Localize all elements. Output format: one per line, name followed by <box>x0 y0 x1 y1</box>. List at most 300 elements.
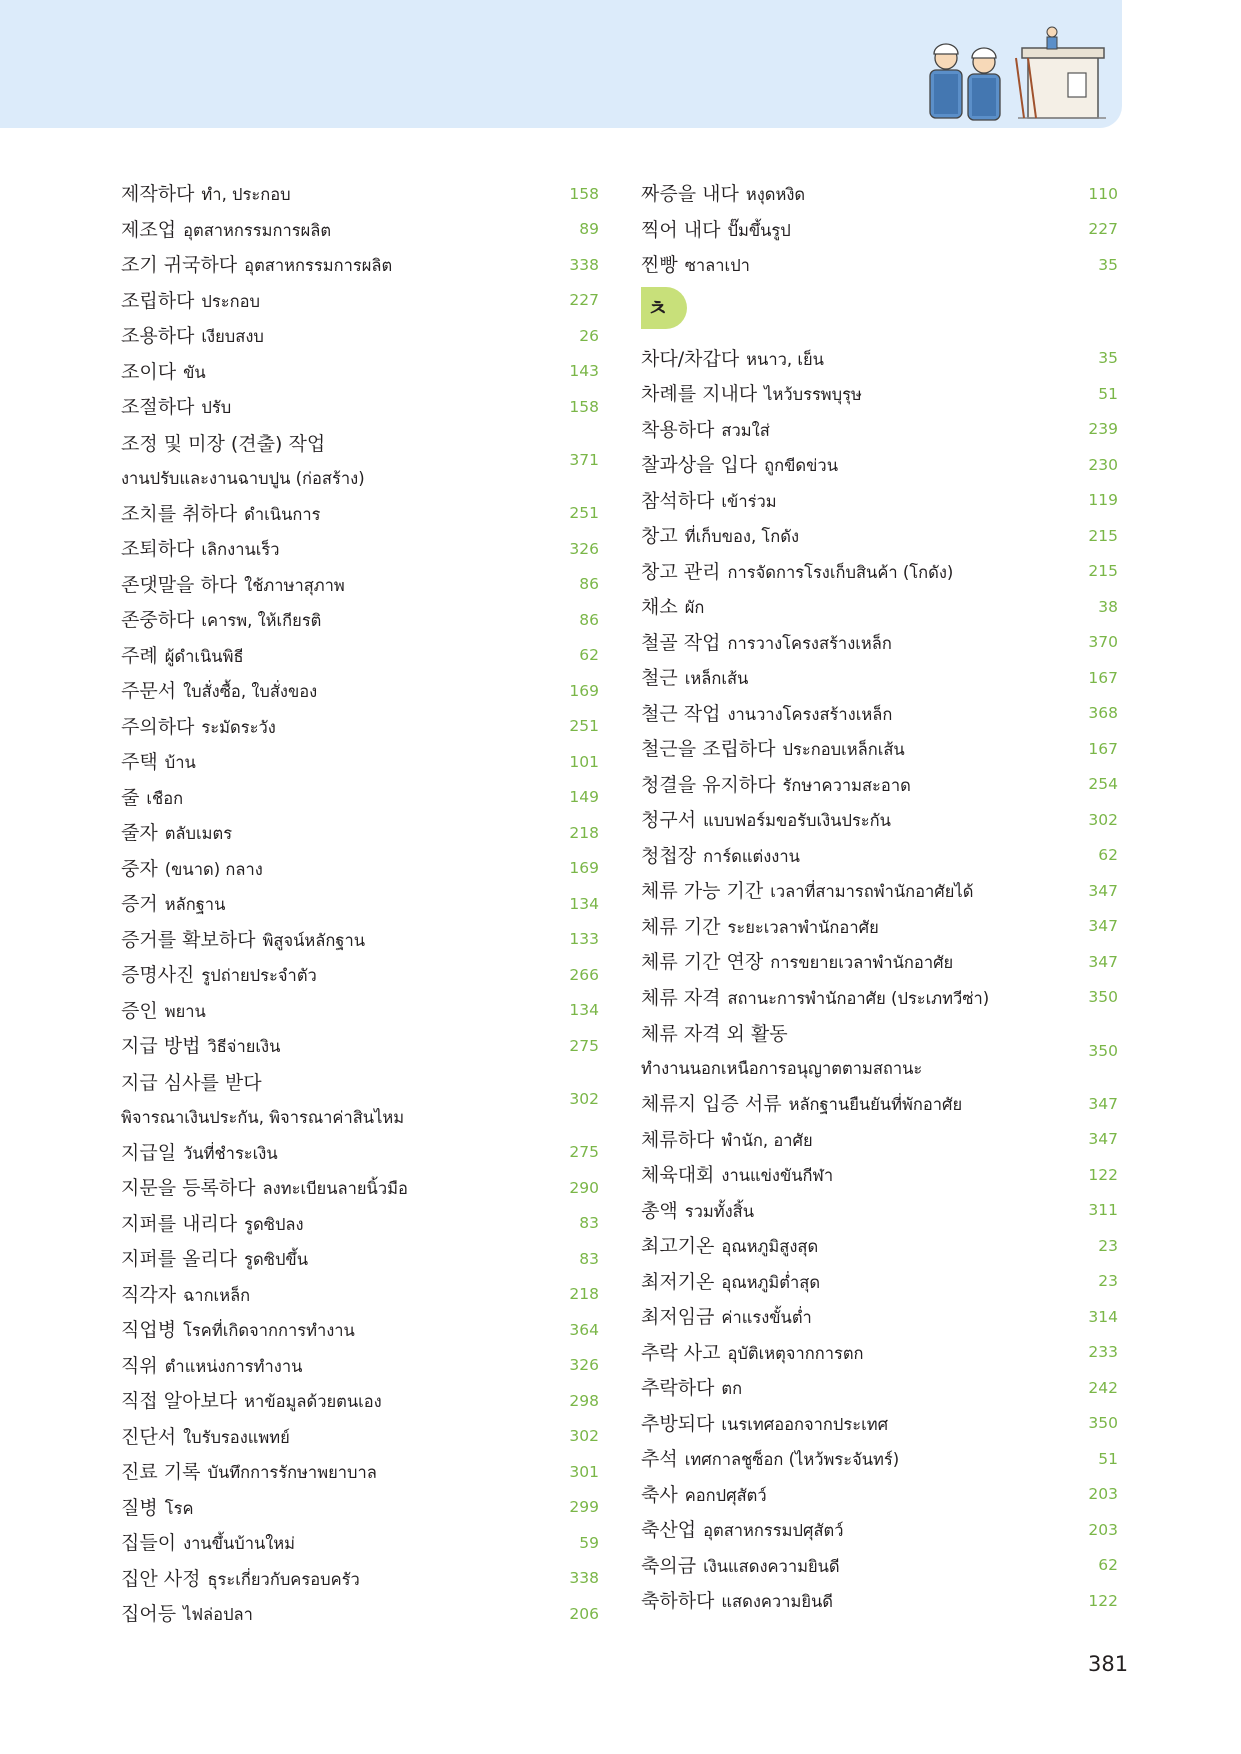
entry-term <box>121 1351 302 1380</box>
korean-term: 증인 <box>121 999 158 1022</box>
korean-term: 직각자 <box>121 1283 177 1306</box>
korean-term: 차다/차갑다 <box>641 347 740 370</box>
korean-term: 지퍼를 올리다 <box>121 1248 238 1271</box>
entry-term <box>641 1015 922 1086</box>
index-entry <box>641 483 1118 519</box>
thai-translation: เงินแสดงความยินดี <box>703 1556 840 1576</box>
entry-page-number: 167 <box>1088 739 1118 758</box>
thai-translation: พิสูจน์หลักฐาน <box>262 930 366 950</box>
entry-page-number: 203 <box>1088 1520 1118 1539</box>
index-entry <box>641 176 1118 212</box>
index-entry <box>121 638 599 674</box>
entry-page-number: 368 <box>1088 704 1118 723</box>
thai-translation: รูดซิปขึ้น <box>244 1250 308 1270</box>
thai-translation: การวางโครงสร้างเหล็ก <box>727 633 892 653</box>
entry-term <box>121 392 231 421</box>
index-entry <box>121 815 599 851</box>
index-entry <box>641 1406 1118 1442</box>
korean-term: 주례 <box>121 644 158 667</box>
thai-translation: อุณหภูมิสูงสุด <box>721 1237 819 1257</box>
index-entry <box>641 802 1118 838</box>
entry-page-number: 26 <box>579 326 599 345</box>
entry-page-number: 350 <box>1088 988 1118 1007</box>
korean-term: 증거 <box>121 893 158 916</box>
entry-page-number: 51 <box>1098 384 1118 403</box>
index-entry <box>121 212 599 248</box>
index-entry <box>641 589 1118 625</box>
index-entry <box>121 1490 599 1526</box>
entry-term <box>641 983 989 1012</box>
entry-term <box>121 1173 408 1202</box>
index-entry <box>641 247 1118 283</box>
index-entry <box>121 1064 599 1135</box>
korean-term: 조정 및 미장 (견출) 작업 <box>121 432 326 455</box>
entry-page-number: 158 <box>569 397 599 416</box>
korean-term: 주택 <box>121 751 158 774</box>
index-entry <box>641 518 1118 554</box>
korean-term: 철근 작업 <box>641 702 721 725</box>
korean-term: 지급 방법 <box>121 1035 201 1058</box>
thai-translation: สวมใส่ <box>721 420 770 440</box>
korean-term: 축의금 <box>641 1554 697 1577</box>
entry-page-number: 302 <box>569 1427 599 1446</box>
entry-term <box>121 605 321 634</box>
entry-term <box>121 1209 304 1238</box>
index-entry <box>121 886 599 922</box>
index-entry <box>641 696 1118 732</box>
thai-translation: พำนัก, อาศัย <box>721 1130 813 1150</box>
entry-page-number: 35 <box>1098 255 1118 274</box>
index-entry <box>641 1122 1118 1158</box>
index-entry <box>641 1335 1118 1371</box>
index-entry <box>641 1015 1118 1086</box>
thai-translation: งานขึ้นบ้านใหม่ <box>183 1534 296 1554</box>
entry-term <box>121 1244 308 1273</box>
index-column-right <box>641 176 1118 1619</box>
entry-page-number: 167 <box>1088 668 1118 687</box>
thai-translation: หนาว, เย็น <box>746 349 824 369</box>
entry-page-number: 62 <box>579 646 599 665</box>
entry-term <box>641 344 824 373</box>
korean-term: 추석 <box>641 1448 678 1471</box>
entry-term <box>121 1315 355 1344</box>
thai-translation: ที่เก็บของ, โกดัง <box>684 527 800 547</box>
korean-term: 주의하다 <box>121 715 195 738</box>
entry-term <box>121 499 320 528</box>
korean-term: 짜증을 내다 <box>641 183 739 206</box>
entry-page-number: 101 <box>569 752 599 771</box>
index-entry <box>641 447 1118 483</box>
entry-page-number: 338 <box>569 255 599 274</box>
thai-translation: หาข้อมูลด้วยตนเอง <box>244 1392 382 1412</box>
korean-term: 착용하다 <box>641 418 715 441</box>
thai-translation: ตำแหน่งการทำงาน <box>164 1356 303 1376</box>
thai-translation: เวลาที่สามารถพำนักอาศัยได้ <box>770 882 974 902</box>
entry-term <box>121 818 232 847</box>
entry-page-number: 298 <box>569 1391 599 1410</box>
entry-page-number: 275 <box>569 1036 599 1055</box>
entry-page-number: 23 <box>1098 1236 1118 1255</box>
entry-term <box>641 628 892 657</box>
index-entry <box>121 1525 599 1561</box>
entry-page-number: 149 <box>569 788 599 807</box>
entry-term <box>641 1338 864 1367</box>
korean-term: 최고기온 <box>641 1235 715 1258</box>
entry-term <box>641 805 891 834</box>
index-entry <box>641 412 1118 448</box>
korean-term: 철근을 조립하다 <box>641 738 776 761</box>
korean-term: 조용하다 <box>121 325 195 348</box>
thai-translation: โรคที่เกิดจากการทำงาน <box>183 1321 355 1341</box>
index-entry <box>121 247 599 283</box>
entry-page-number: 89 <box>579 220 599 239</box>
korean-term: 직업병 <box>121 1319 177 1342</box>
thai-translation: เหล็กเส้น <box>684 669 749 689</box>
entry-term <box>121 1386 382 1415</box>
entry-term <box>641 699 892 728</box>
index-entry <box>641 1299 1118 1335</box>
index-entry <box>121 496 599 532</box>
thai-translation: บ้าน <box>164 753 196 773</box>
entry-page-number: 311 <box>1088 1201 1118 1220</box>
korean-term: 체류 기간 <box>641 915 721 938</box>
entry-page-number: 338 <box>569 1569 599 1588</box>
index-entry <box>641 1370 1118 1406</box>
entry-page-number: 23 <box>1098 1272 1118 1291</box>
entry-page-number: 215 <box>1088 526 1118 545</box>
thai-translation: ใช้ภาษาสุภาพ <box>244 575 345 595</box>
entry-page-number: 350 <box>1088 1414 1118 1433</box>
entry-term <box>121 889 225 918</box>
thai-translation: ไหว้บรรพบุรุษ <box>764 385 862 405</box>
korean-term: 질병 <box>121 1496 158 1519</box>
index-entry <box>641 1193 1118 1229</box>
entry-term <box>641 1196 754 1225</box>
entry-term <box>121 250 392 279</box>
entry-term <box>121 357 206 386</box>
index-entry <box>121 957 599 993</box>
section-letter-tab: ㅊ <box>641 287 687 329</box>
korean-term: 집들이 <box>121 1532 177 1555</box>
entry-term <box>641 1373 742 1402</box>
index-entry <box>641 980 1118 1016</box>
entry-page-number: 251 <box>569 504 599 523</box>
korean-term: 진단서 <box>121 1425 177 1448</box>
thai-translation: ธุระเกี่ยวกับครอบครัว <box>207 1569 360 1589</box>
thai-translation: วิธีจ่ายเงิน <box>207 1037 281 1057</box>
entry-page-number: 203 <box>1088 1485 1118 1504</box>
index-entry <box>121 1419 599 1455</box>
index-entry <box>641 1548 1118 1584</box>
thai-translation: เข้าร่วม <box>721 491 777 511</box>
entry-term <box>121 676 317 705</box>
entry-page-number: 62 <box>1098 1556 1118 1575</box>
index-entry <box>641 731 1118 767</box>
entry-term <box>121 854 263 883</box>
thai-translation: ระยะเวลาพำนักอาศัย <box>727 917 879 937</box>
korean-term: 철근 <box>641 667 678 690</box>
thai-translation: ผัก <box>684 598 705 618</box>
index-entry <box>121 1135 599 1171</box>
entry-term <box>641 1551 840 1580</box>
index-entry <box>641 767 1118 803</box>
entry-page-number: 364 <box>569 1320 599 1339</box>
korean-term: 증명사진 <box>121 964 195 987</box>
entry-page-number: 275 <box>569 1143 599 1162</box>
korean-term: 조퇴하다 <box>121 538 195 561</box>
thai-translation: (ขนาด) กลาง <box>164 859 263 879</box>
korean-term: 체류 가능 기간 <box>641 880 764 903</box>
korean-term: 체류 자격 외 활동 <box>641 1023 788 1045</box>
entry-term <box>121 286 260 315</box>
entry-term <box>121 1564 360 1593</box>
entry-term <box>641 1231 818 1260</box>
korean-term: 찰과상을 입다 <box>641 454 758 477</box>
entry-term <box>121 570 345 599</box>
entry-page-number: 62 <box>1098 846 1118 865</box>
construction-workers-illustration <box>918 18 1108 130</box>
korean-term: 주문서 <box>121 680 177 703</box>
entry-term <box>121 1457 377 1486</box>
korean-term: 집어등 <box>121 1603 177 1626</box>
index-entry <box>641 1157 1118 1193</box>
entry-term <box>641 1409 888 1438</box>
korean-term: 조기 귀국하다 <box>121 254 238 277</box>
korean-term: 축하하다 <box>641 1590 715 1613</box>
entry-term <box>641 521 799 550</box>
korean-term: 조립하다 <box>121 289 195 312</box>
entry-term <box>121 960 317 989</box>
korean-term: 철골 작업 <box>641 631 721 654</box>
index-entry <box>121 602 599 638</box>
thai-translation: การ์ดแต่งงาน <box>703 846 800 866</box>
thai-translation: การขยายเวลาพำนักอาศัย <box>770 953 954 973</box>
thai-translation: ขัน <box>183 362 206 382</box>
thai-translation: โรค <box>164 1498 194 1518</box>
entry-page-number: 119 <box>1088 491 1118 510</box>
korean-term: 체류 기간 연장 <box>641 951 764 974</box>
korean-term: 진료 기록 <box>121 1461 201 1484</box>
thai-translation: รูปถ่ายประจำตัว <box>201 966 317 986</box>
korean-term: 제작하다 <box>121 183 195 206</box>
entry-term <box>121 425 365 496</box>
thai-translation: ทำ, ประกอบ <box>201 185 291 205</box>
entry-page-number: 299 <box>569 1498 599 1517</box>
korean-term: 추락하다 <box>641 1377 715 1400</box>
entry-page-number: 158 <box>569 184 599 203</box>
index-entry <box>121 389 599 425</box>
thai-translation: ถูกขีดข่วน <box>764 456 838 476</box>
thai-translation: เนรเทศออกจากประเทศ <box>721 1414 889 1434</box>
index-entry <box>121 744 599 780</box>
entry-page-number: 59 <box>579 1533 599 1552</box>
entry-term <box>121 1422 290 1451</box>
entry-page-number: 370 <box>1088 633 1118 652</box>
korean-term: 체류 자격 <box>641 986 721 1009</box>
entry-term <box>121 1599 253 1628</box>
thai-translation: วันที่ชำระเงิน <box>183 1143 278 1163</box>
thai-translation: ทำงานนอกเหนือการอนุญาตตามสถานะ <box>641 1059 923 1078</box>
entry-page-number: 110 <box>1088 184 1118 203</box>
korean-term: 존중하다 <box>121 609 195 632</box>
thai-translation: ตลับเมตร <box>164 824 233 844</box>
korean-term: 청구서 <box>641 809 697 832</box>
korean-term: 줄자 <box>121 822 158 845</box>
korean-term: 지문을 등록하다 <box>121 1177 256 1200</box>
korean-term: 조이다 <box>121 360 177 383</box>
korean-term: 최저임금 <box>641 1306 715 1329</box>
entry-page-number: 218 <box>569 823 599 842</box>
entry-page-number: 314 <box>1088 1307 1118 1326</box>
index-entry <box>641 212 1118 248</box>
thai-translation: บันทึกการรักษาพยาบาล <box>207 1463 377 1483</box>
korean-term: 추방되다 <box>641 1412 715 1435</box>
entry-term <box>121 1031 280 1060</box>
entry-page-number: 215 <box>1088 562 1118 581</box>
index-entry <box>121 1241 599 1277</box>
entry-page-number: 290 <box>569 1178 599 1197</box>
thai-translation: อุตสาหกรรมปศุสัตว์ <box>703 1521 844 1541</box>
entry-term <box>641 770 911 799</box>
index-entry <box>121 851 599 887</box>
thai-translation: หงุดหงิด <box>745 185 806 205</box>
index-entry <box>121 1348 599 1384</box>
entry-term <box>121 1138 278 1167</box>
entry-term <box>121 179 291 208</box>
index-entry <box>641 944 1118 980</box>
index-entry <box>121 1454 599 1490</box>
entry-page-number: 251 <box>569 717 599 736</box>
korean-term: 체류지 입증 서류 <box>641 1093 782 1116</box>
thai-translation: ปั๊มขึ้นรูป <box>727 220 791 240</box>
entry-page-number: 122 <box>1088 1591 1118 1610</box>
index-entry <box>121 1170 599 1206</box>
entry-page-number: 350 <box>1088 1041 1118 1060</box>
entry-term <box>641 415 770 444</box>
index-entry <box>121 1206 599 1242</box>
entry-term <box>641 557 953 586</box>
thai-translation: ผู้ดำเนินพิธี <box>164 646 244 666</box>
index-entry <box>641 1086 1118 1122</box>
entry-term <box>121 534 280 563</box>
entry-page-number: 51 <box>1098 1449 1118 1468</box>
thai-translation: รักษาความสะอาด <box>782 775 911 795</box>
entry-page-number: 169 <box>569 859 599 878</box>
entry-page-number: 266 <box>569 965 599 984</box>
index-entry <box>121 1561 599 1597</box>
thai-translation: งานวางโครงสร้างเหล็ก <box>727 704 893 724</box>
thai-translation: ระมัดระวัง <box>201 717 276 737</box>
entry-term <box>121 996 206 1025</box>
entry-page-number: 134 <box>569 894 599 913</box>
thai-translation: งานปรับและงานฉาบปูน (ก่อสร้าง) <box>121 468 365 488</box>
korean-term: 중자 <box>121 857 158 880</box>
thai-translation: อุตสาหกรรมการผลิต <box>183 220 332 240</box>
korean-term: 직접 알아보다 <box>121 1390 238 1413</box>
korean-term: 증거를 확보하다 <box>121 928 256 951</box>
index-entry <box>121 709 599 745</box>
korean-term: 추락 사고 <box>641 1341 721 1364</box>
entry-term <box>641 1267 820 1296</box>
entry-page-number: 206 <box>569 1604 599 1623</box>
entry-page-number: 371 <box>569 451 599 469</box>
index-column-left <box>121 176 599 1632</box>
entry-term <box>641 379 862 408</box>
entry-page-number: 35 <box>1098 349 1118 368</box>
page-number: 381 <box>1088 1652 1129 1676</box>
entry-page-number: 233 <box>1088 1343 1118 1362</box>
entry-page-number: 227 <box>569 291 599 310</box>
thai-translation: การจัดการโรงเก็บสินค้า (โกดัง) <box>727 562 954 582</box>
entry-page-number: 326 <box>569 1356 599 1375</box>
entry-page-number: 242 <box>1088 1378 1118 1397</box>
korean-term: 조치를 취하다 <box>121 502 238 525</box>
entry-term <box>641 1125 813 1154</box>
index-entry <box>641 660 1118 696</box>
korean-term: 체육대회 <box>641 1164 715 1187</box>
index-entry <box>121 922 599 958</box>
entry-page-number: 38 <box>1098 597 1118 616</box>
index-entry <box>641 838 1118 874</box>
entry-page-number: 302 <box>569 1090 599 1108</box>
entry-term <box>641 876 973 905</box>
index-entry <box>641 1477 1118 1513</box>
index-entry <box>121 993 599 1029</box>
korean-term: 지퍼를 내리다 <box>121 1212 238 1235</box>
thai-translation: เคารพ, ให้เกียรติ <box>201 611 322 631</box>
entry-page-number: 227 <box>1088 220 1118 239</box>
entry-term <box>641 734 905 763</box>
korean-term: 축사 <box>641 1483 678 1506</box>
entry-term <box>641 912 879 941</box>
index-entry <box>641 1512 1118 1548</box>
index-entry <box>641 341 1118 377</box>
korean-term: 청첩장 <box>641 844 697 867</box>
korean-term: 제조업 <box>121 218 177 241</box>
index-entry <box>641 376 1118 412</box>
entry-page-number: 218 <box>569 1285 599 1304</box>
thai-translation: พยาน <box>164 1001 206 1021</box>
entry-page-number: 347 <box>1088 1094 1118 1113</box>
index-entry <box>121 531 599 567</box>
thai-translation: ประกอบเหล็กเส้น <box>782 740 905 760</box>
entry-term <box>641 1480 767 1509</box>
entry-page-number: 230 <box>1088 455 1118 474</box>
thai-translation: ลงทะเบียนลายนิ้วมือ <box>262 1179 408 1199</box>
entry-term <box>121 925 365 954</box>
entry-term <box>121 747 196 776</box>
korean-term: 축산업 <box>641 1519 697 1542</box>
entry-term <box>641 1089 962 1118</box>
entry-page-number: 83 <box>579 1249 599 1268</box>
index-entry <box>121 1028 599 1064</box>
thai-translation: คอกปศุสัตว์ <box>684 1485 767 1505</box>
index-entry <box>121 567 599 603</box>
korean-term: 지급 심사를 받다 <box>121 1071 262 1094</box>
thai-translation: ซาลาเปา <box>684 256 750 276</box>
thai-translation: เงียบสงบ <box>201 327 264 347</box>
korean-term: 창고 관리 <box>641 560 721 583</box>
index-entry <box>121 1596 599 1632</box>
thai-translation: เลิกงานเร็ว <box>201 540 280 560</box>
thai-translation: เชือก <box>146 788 184 808</box>
korean-term: 차례를 지내다 <box>641 383 758 406</box>
korean-term: 찍어 내다 <box>641 218 721 241</box>
entry-page-number: 122 <box>1088 1165 1118 1184</box>
korean-term: 직위 <box>121 1354 158 1377</box>
thai-translation: อุตสาหกรรมการผลิต <box>244 256 393 276</box>
korean-term: 청결을 유지하다 <box>641 773 776 796</box>
